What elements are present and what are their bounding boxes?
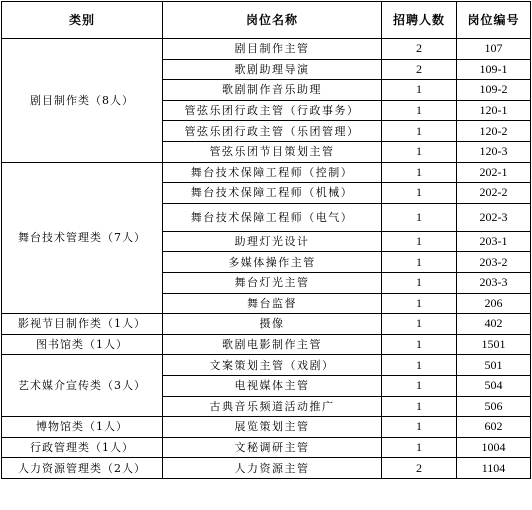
count-cell: 1	[382, 100, 457, 121]
position-cell: 管弦乐团行政主管（行政事务）	[163, 100, 382, 121]
table-row	[2, 314, 531, 335]
count-cell: 1	[382, 417, 457, 438]
position-cell: 歌剧制作音乐助理	[163, 80, 382, 101]
table-row	[2, 39, 531, 60]
count-cell: 1	[382, 293, 457, 314]
code-cell: 202-2	[457, 183, 531, 204]
code-cell: 402	[457, 314, 531, 335]
position-cell: 舞台监督	[163, 293, 382, 314]
position-cell: 舞台技术保障工程师（机械）	[163, 183, 382, 204]
code-cell: 120-2	[457, 121, 531, 142]
recruitment-table	[1, 1, 531, 479]
count-cell: 1	[382, 252, 457, 273]
code-cell: 203-2	[457, 252, 531, 273]
position-cell: 管弦乐团行政主管（乐团管理）	[163, 121, 382, 142]
code-cell: 206	[457, 293, 531, 314]
code-cell: 107	[457, 39, 531, 60]
count-cell: 2	[382, 458, 457, 479]
count-cell: 1	[382, 141, 457, 162]
position-cell: 舞台技术保障工程师（电气）	[163, 203, 382, 231]
count-cell: 1	[382, 80, 457, 101]
category-cell: 行政管理类（1人）	[2, 437, 163, 458]
code-cell: 1501	[457, 334, 531, 355]
code-cell: 602	[457, 417, 531, 438]
count-cell: 2	[382, 59, 457, 80]
count-cell: 1	[382, 437, 457, 458]
header-code: 岗位编号	[457, 2, 531, 39]
position-cell: 歌剧助理导演	[163, 59, 382, 80]
count-cell: 1	[382, 334, 457, 355]
table-row	[2, 417, 531, 438]
code-cell: 109-1	[457, 59, 531, 80]
category-cell: 人力资源管理类（2人）	[2, 458, 163, 479]
category-cell: 艺术媒介宣传类（3人）	[2, 355, 163, 417]
count-cell: 1	[382, 375, 457, 396]
header-count: 招聘人数	[382, 2, 457, 39]
category-cell: 影视节目制作类（1人）	[2, 314, 163, 335]
table-row	[2, 437, 531, 458]
code-cell: 202-1	[457, 162, 531, 183]
code-cell: 1104	[457, 458, 531, 479]
position-cell: 古典音乐频道活动推广	[163, 396, 382, 417]
position-cell: 电视媒体主管	[163, 375, 382, 396]
position-cell: 文案策划主管（戏剧）	[163, 355, 382, 376]
table-row	[2, 458, 531, 479]
code-cell: 203-1	[457, 231, 531, 252]
table-header-row	[2, 2, 531, 39]
count-cell: 1	[382, 396, 457, 417]
code-cell: 504	[457, 375, 531, 396]
code-cell: 120-1	[457, 100, 531, 121]
code-cell: 202-3	[457, 203, 531, 231]
category-cell: 图书馆类（1人）	[2, 334, 163, 355]
table-row	[2, 162, 531, 183]
position-cell: 文秘调研主管	[163, 437, 382, 458]
header-position: 岗位名称	[163, 2, 382, 39]
code-cell: 506	[457, 396, 531, 417]
count-cell: 1	[382, 121, 457, 142]
code-cell: 203-3	[457, 272, 531, 293]
category-cell: 剧目制作类（8人）	[2, 39, 163, 163]
count-cell: 1	[382, 183, 457, 204]
position-cell: 摄像	[163, 314, 382, 335]
position-cell: 舞台灯光主管	[163, 272, 382, 293]
header-category: 类别	[2, 2, 163, 39]
category-cell: 博物馆类（1人）	[2, 417, 163, 438]
position-cell: 管弦乐团节目策划主管	[163, 141, 382, 162]
code-cell: 501	[457, 355, 531, 376]
count-cell: 2	[382, 39, 457, 60]
table-body	[2, 39, 531, 479]
count-cell: 1	[382, 231, 457, 252]
position-cell: 人力资源主管	[163, 458, 382, 479]
position-cell: 展览策划主管	[163, 417, 382, 438]
position-cell: 舞台技术保障工程师（控制）	[163, 162, 382, 183]
code-cell: 120-3	[457, 141, 531, 162]
count-cell: 1	[382, 162, 457, 183]
position-cell: 歌剧电影制作主管	[163, 334, 382, 355]
category-cell: 舞台技术管理类（7人）	[2, 162, 163, 314]
count-cell: 1	[382, 203, 457, 231]
code-cell: 1004	[457, 437, 531, 458]
table-row	[2, 355, 531, 376]
code-cell: 109-2	[457, 80, 531, 101]
count-cell: 1	[382, 355, 457, 376]
position-cell: 剧目制作主管	[163, 39, 382, 60]
position-cell: 助理灯光设计	[163, 231, 382, 252]
count-cell: 1	[382, 272, 457, 293]
count-cell: 1	[382, 314, 457, 335]
table-row	[2, 334, 531, 355]
position-cell: 多媒体操作主管	[163, 252, 382, 273]
